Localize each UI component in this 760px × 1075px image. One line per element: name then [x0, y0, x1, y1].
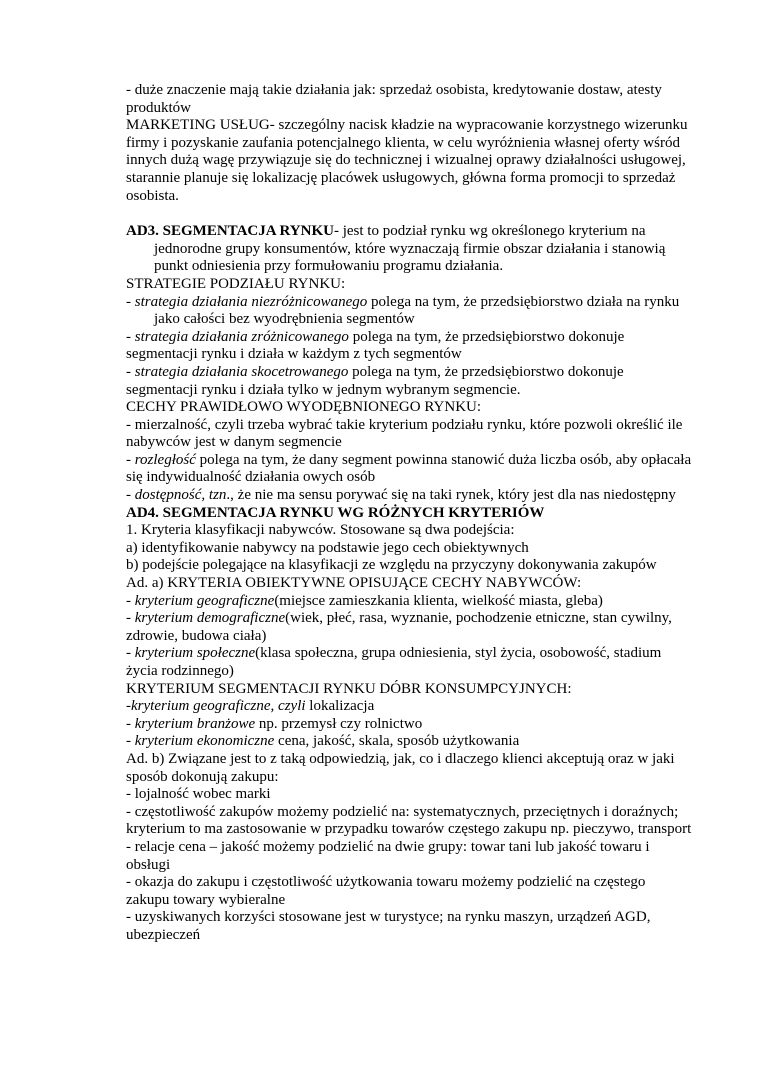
ad4-heading: [126, 505, 692, 523]
criterion-term: kryterium społeczne: [134, 645, 256, 662]
criterion-term: kryterium geograficzne: [134, 592, 275, 609]
feature-item: [126, 452, 692, 487]
ad3-definition: - jest to podział rynku wg określonego kryterium na jednorodne grupy konsumentów, które wyznaczają firmie obszar działania i stanowią punkt odniesienia przy formułowaniu programu działania.: [154, 223, 666, 275]
strategy-item: [126, 294, 692, 329]
ad3-paragraph: [126, 223, 692, 276]
intro-line: - duże znaczenie mają takie działania jak: sprzedaż osobista, kredytowanie dostaw, atesty produktów: [126, 82, 662, 116]
strategies-title: STRATEGIE PODZIAŁU RYNKU:: [126, 275, 346, 292]
objective-criterion: [126, 610, 692, 645]
strategy-item: [126, 329, 692, 364]
bullet-prefix: -: [126, 487, 135, 504]
strategy-text: polega na tym, że przedsiębiorstwo dokonuje segmentacji rynku i działa w każdym z tych segmentów: [126, 328, 625, 363]
ad4-p1: 1. Kryteria klasyfikacji nabywców. Stosowane są dwa podejścia:: [126, 522, 515, 539]
criterion-term: kryterium ekonomiczne: [134, 733, 275, 750]
bullet-prefix: -: [126, 416, 135, 433]
feature-term: dostępność, tzn: [134, 487, 227, 504]
consumer-criterion: [126, 733, 692, 751]
document-body: [126, 82, 692, 945]
criterion-text: np. przemysł czy rolnictwo: [255, 715, 423, 732]
criterion-term: kryterium geograficzne, czyli: [131, 698, 306, 715]
criterion-term: kryterium branżowe: [134, 715, 256, 732]
bullet-prefix: -: [126, 715, 135, 732]
feature-item: [126, 487, 692, 505]
feature-item: [126, 417, 692, 452]
behavioral-item: - lojalność wobec marki: [126, 786, 271, 803]
feature-text: polega na tym, że dany segment powinna stanowić duża liczba osób, aby opłacała się indywidualność działania owych osób: [126, 451, 692, 486]
bullet-prefix: -: [126, 592, 135, 609]
strategy-term: strategia działania skocetrowanego: [134, 363, 349, 380]
criterion-text: lokalizacja: [305, 698, 375, 715]
features-title: CECHY PRAWIDŁOWO WYODĘBNIONEGO RYNKU:: [126, 399, 482, 416]
strategy-item: [126, 364, 692, 399]
ad4-pa: a) identyfikowanie nabywcy na podstawie jego cech obiektywnych: [126, 539, 529, 556]
ad4-heading-text: AD4. SEGMENTACJA RYNKU WG RÓŻNYCH KRYTERIÓW: [126, 504, 545, 521]
feature-text: ., że nie ma sensu porywać się na taki rynek, który jest dla nas niedostępny: [226, 487, 676, 504]
objective-criterion: [126, 593, 692, 611]
behavioral-item: - częstotliwość zakupów możemy podzielić na: systematycznych, przeciętnych i doraźnych; kryterium to ma zastosowanie w przypadku towarów częstego zakupu np. pieczywo, transport: [126, 803, 692, 838]
spacer: [126, 205, 692, 223]
adb-intro: Ad. b) Związane jest to z taką odpowiedzią, jak, co i dlaczego klienci akceptują oraz w jaki sposób dokonują zakupu:: [126, 750, 675, 785]
consumer-criterion: [126, 698, 692, 716]
ada-title: Ad. a) KRYTERIA OBIEKTYWNE OPISUJĄCE CECHY NABYWCÓW:: [126, 575, 582, 592]
bullet-prefix: -: [126, 328, 135, 345]
bullet-prefix: -: [126, 451, 135, 468]
criterion-text: (klasa społeczna, grupa odniesienia, styl życia, osobowość, stadium życia rodzinnego): [126, 645, 662, 679]
strategy-term: strategia działania zróżnicowanego: [134, 328, 349, 345]
bullet-prefix: -: [126, 293, 135, 310]
criterion-text: (wiek, płeć, rasa, wyznanie, pochodzenie etniczne, stan cywilny, zdrowie, budowa ciała): [126, 610, 672, 644]
strategy-term: strategia działania niezróżnicowanego: [134, 293, 368, 310]
feature-text: mierzalność, czyli trzeba wybrać takie kryterium podziału rynku, które pozwoli określić ile nabywców jest w danym segmencie: [126, 416, 683, 451]
consumer-criterion: [126, 716, 692, 734]
behavioral-item: - okazja do zakupu i częstotliwość użytkowania towaru możemy podzielić na częstego zakupu towary wybieralne: [126, 874, 646, 908]
criterion-text: (miejsce zamieszkania klienta, wielkość miasta, gleba): [274, 592, 603, 609]
objective-criterion: [126, 645, 692, 680]
behavioral-item: - uzyskiwanych korzyści stosowane jest w turystyce; na rynku maszyn, urządzeń AGD, ubezpieczeń: [126, 909, 651, 943]
bullet-prefix: -: [126, 645, 135, 662]
bullet-prefix: -: [126, 610, 135, 627]
strategy-text: polega na tym, że przedsiębiorstwo działa na rynku jako całości bez wyodrębnienia segmentów: [154, 293, 680, 328]
criterion-text: cena, jakość, skala, sposób użytkowania: [274, 733, 520, 750]
marketing-uslug-paragraph: MARKETING USŁUG- szczególny nacisk kładzie na wypracowanie korzystnego wizerunku firmy i pozyskanie zaufania potencjalnego klienta, w celu wyróżnienia własnej oferty wśród innych dużą wagę przywiązuje się do technicznej i wizualnej oprawy działalności usługowej, starannie planuje się lokalizację placówek usługowych, główna forma promocji to sprzedaż osobista.: [126, 117, 688, 204]
bullet-prefix: -: [126, 363, 135, 380]
strategy-text: polega na tym, że przedsiębiorstwo dokonuje segmentacji rynku i działa tylko w jednym wybranym segmencie.: [126, 363, 624, 398]
behavioral-item: - relacje cena – jakość możemy podzielić na dwie grupy: towar tani lub jakość towaru i obsługi: [126, 838, 650, 873]
feature-term: rozległość: [134, 451, 196, 468]
ad3-heading: AD3. SEGMENTACJA RYNKU: [126, 223, 334, 240]
bullet-prefix: -: [126, 733, 135, 750]
criterion-term: kryterium demograficzne: [134, 610, 286, 627]
consumer-title: KRYTERIUM SEGMENTACJI RYNKU DÓBR KONSUMPCYJNYCH:: [126, 680, 572, 697]
ad4-pb: b) podejście polegające na klasyfikacji ze względu na przyczyny dokonywania zakupów: [126, 557, 657, 574]
bullet-prefix: -: [126, 698, 131, 715]
